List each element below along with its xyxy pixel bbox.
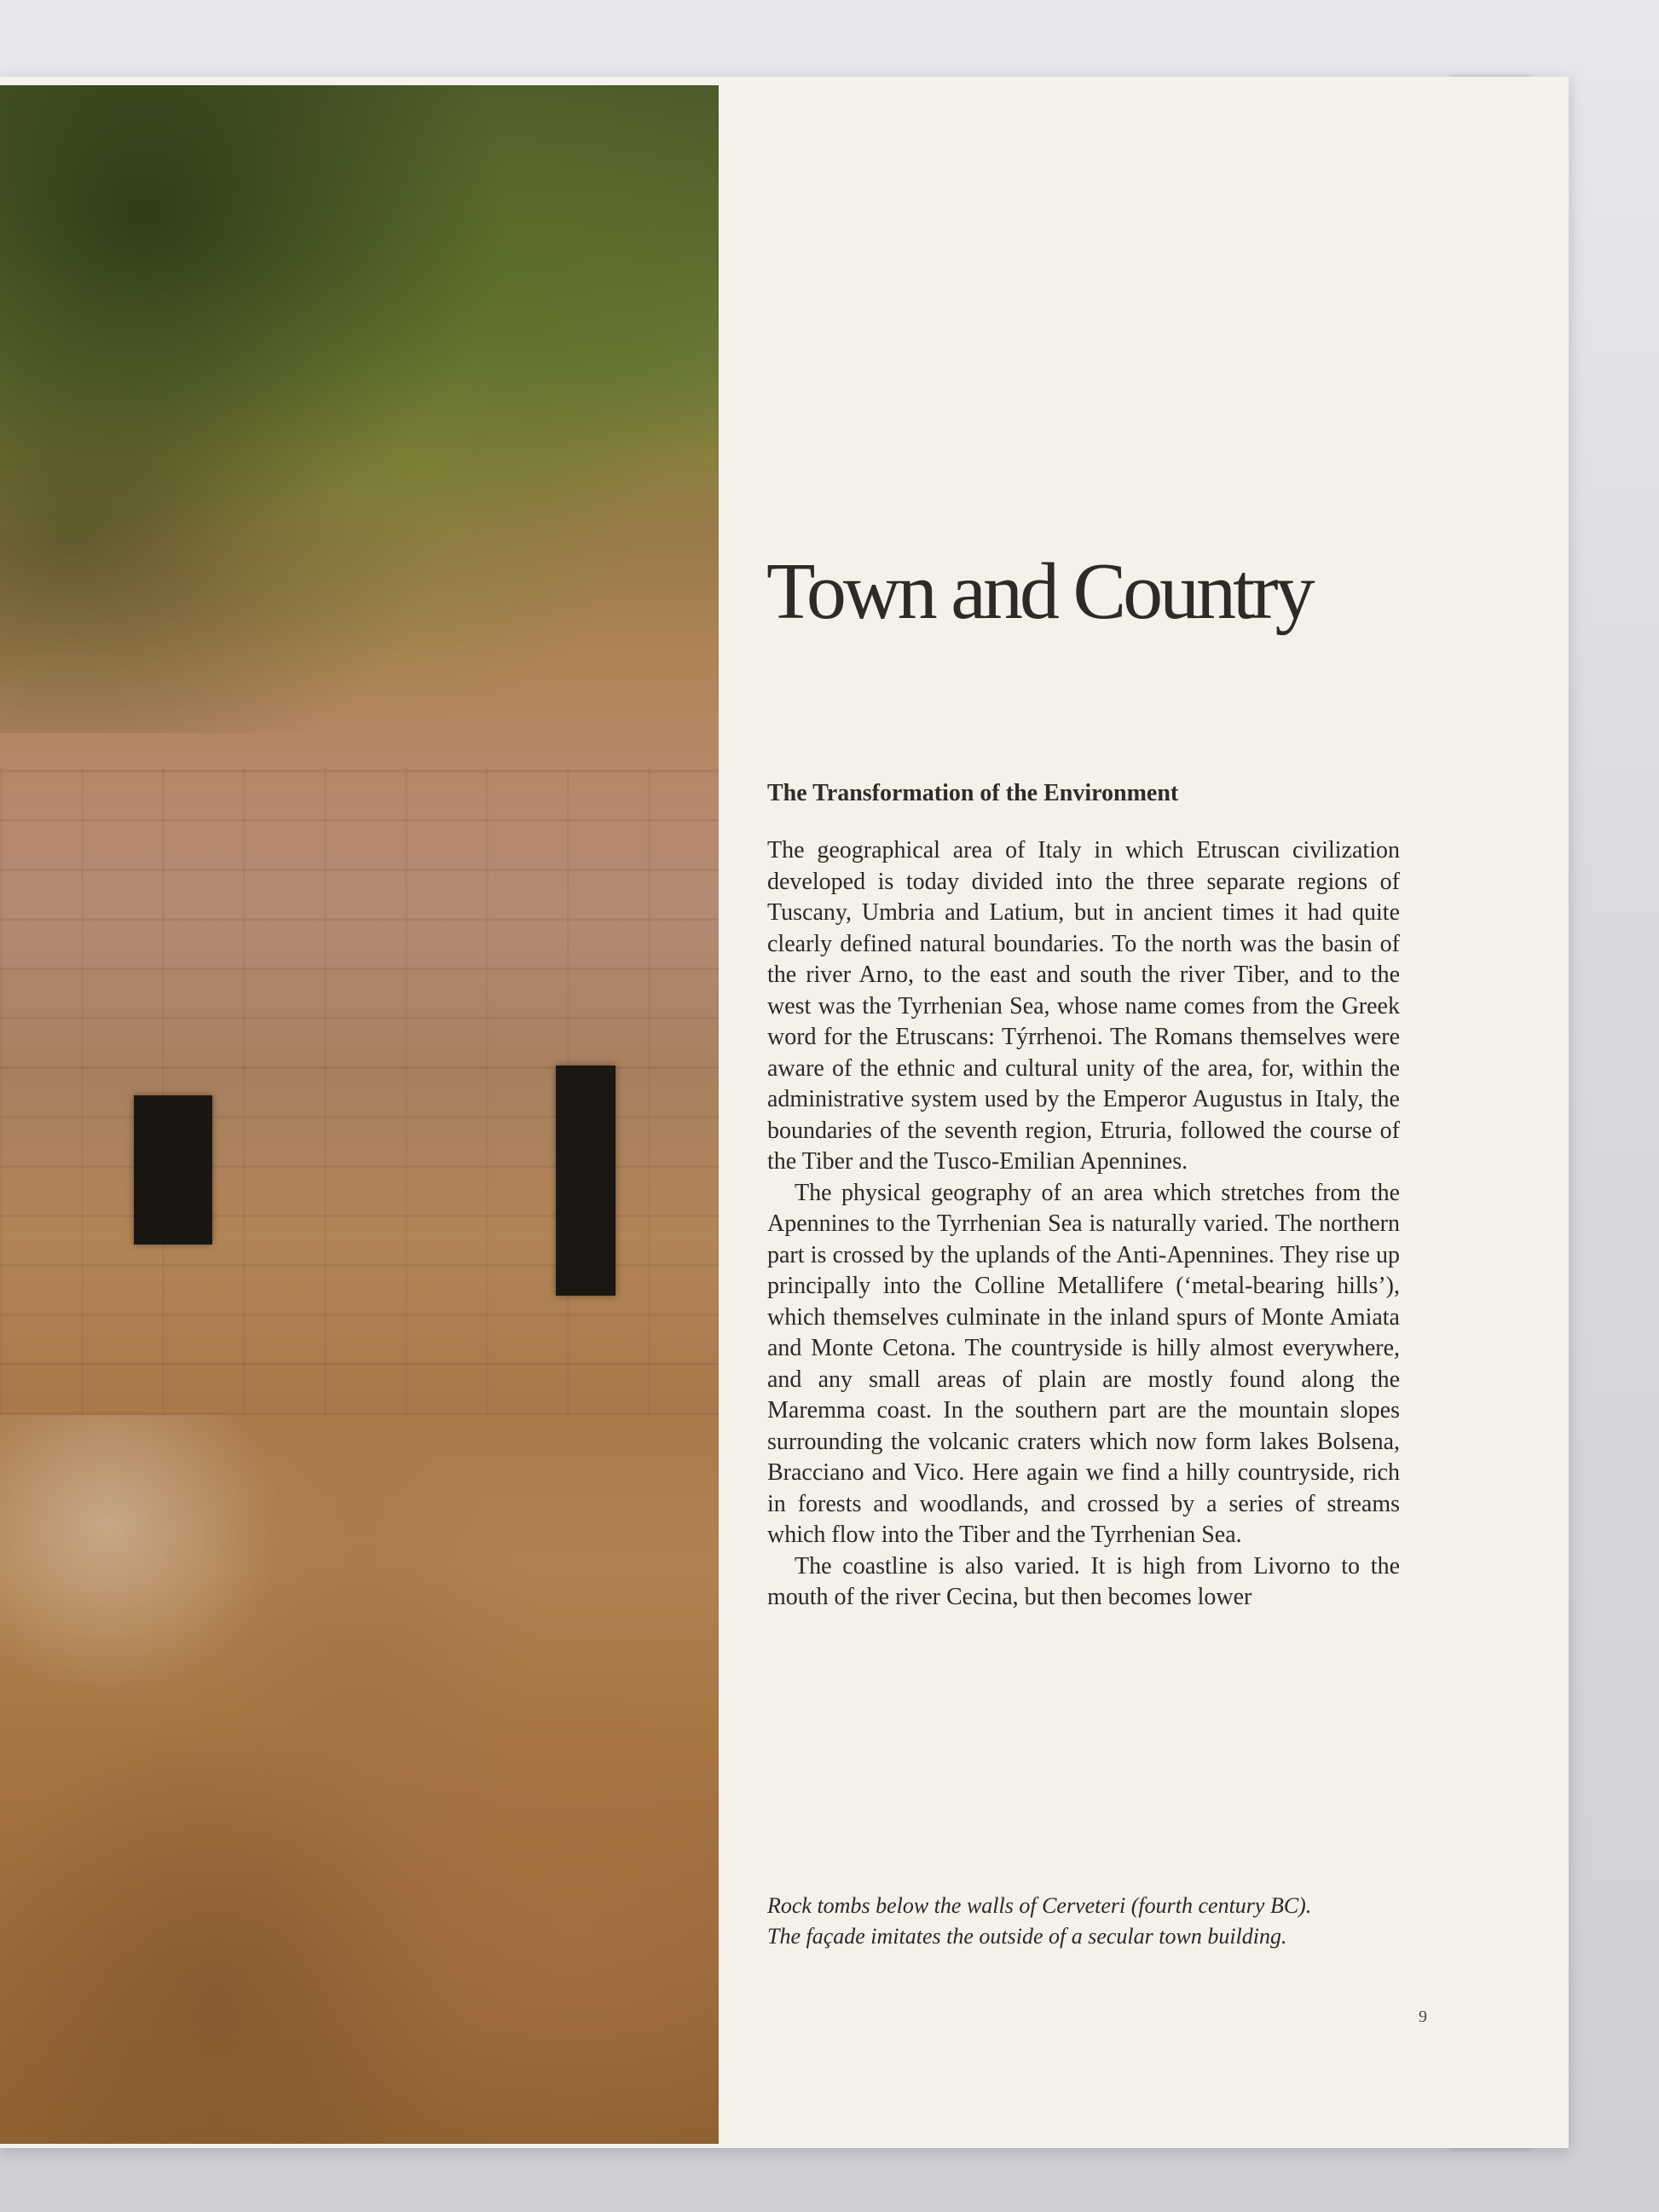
paragraph: The physical geography of an area which stretches from the Apennines to the Tyrrhenian Sea is naturally varied. The northern part is crossed by the uplands of the Anti-Apennines. They rise up principally into the Colline Metallifere (‘metal-bearing hills’), which themselves culminate in the inland spurs of Monte Amiata and Monte Cetona. The countryside is hilly almost everywhere, and any small areas of plain are mostly found along the Maremma coast. In the southern part are the mountain slopes surrounding the volcanic craters which now form lakes Bolsena, Bracciano and Vico. Here again we find a hilly countryside, rich in forests and woodlands, and crossed by a series of streams which flow into the Tiber and the Tyrrhenian Sea. (767, 1179, 1400, 1548)
rubble-foreground (0, 1415, 719, 2144)
caption-line: Rock tombs below the walls of Cerveteri (fourth century BC). (767, 1893, 1312, 1918)
caption-line: The façade imitates the outside of a secular town building. (767, 1924, 1287, 1949)
tomb-doorway (134, 1095, 212, 1245)
paragraph: The geographical area of Italy in which Etruscan civilization developed is today divided into the three separate regions of Tuscany, Umbria and Latium, but in ancient times it had quite clearly defined natural boundaries. To the north was the basin of the river Arno, to the east and south the river Tiber, and to the west was the Tyrrhenian Sea, whose name comes from the Greek word for the Etruscans: Týrrhenoi. The Romans themselves were aware of the ethnic and cultural unity of the area, for, within the administrative system used by the Emperor Augustus in Italy, the boundaries of the seventh region, Etruria, followed the course of the Tiber and the Tusco-Emilian Apennines. (767, 837, 1400, 1175)
text-page (719, 85, 1567, 2144)
page-number: 9 (1419, 2007, 1427, 2026)
section-heading: The Transformation of the Environment (767, 780, 1179, 806)
foliage-area (0, 85, 719, 733)
rock-tombs-photo (0, 85, 719, 2144)
photo-caption (767, 1891, 1415, 1952)
paragraph: The coastline is also varied. It is high from Livorno to the mouth of the river Cecina, but then becomes lower (767, 1552, 1400, 1610)
tomb-doorway (556, 1066, 616, 1296)
page-title: Town and Country (766, 547, 1312, 636)
body-text (767, 835, 1400, 1614)
